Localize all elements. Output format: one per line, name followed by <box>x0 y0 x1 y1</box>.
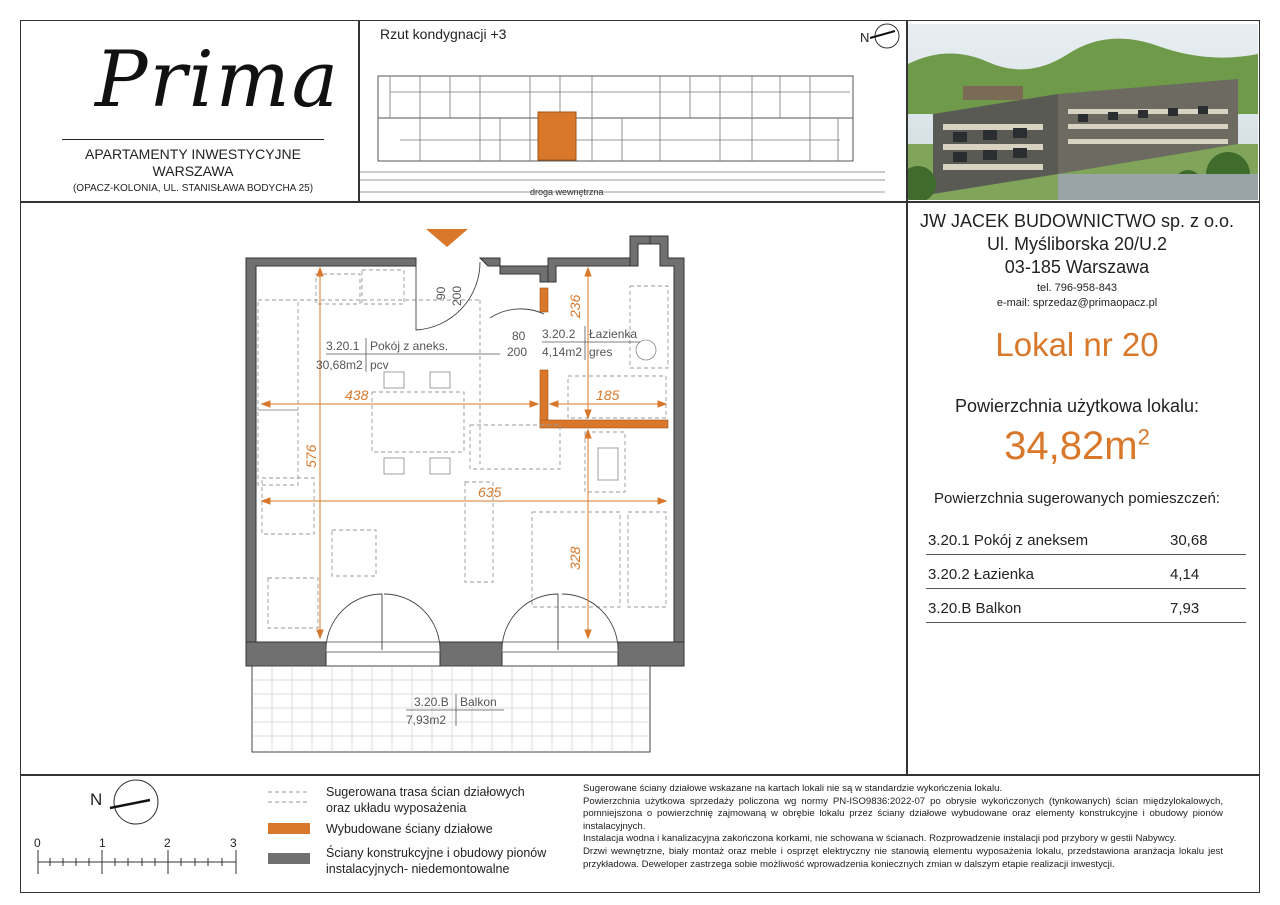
key-plan-unit-highlight <box>538 112 576 160</box>
legend-built-swatch <box>268 823 310 834</box>
doors <box>326 262 618 650</box>
room-row <box>926 521 1246 555</box>
scale-label-0: 0 <box>34 836 41 850</box>
scale-label-1: 1 <box>99 836 106 850</box>
room2-floor: gres <box>589 345 613 359</box>
note-line: Sugerowane ściany działowe wskazane na kartach lokali nie są w standardzie wykończenia lokalu. <box>583 783 1003 794</box>
area-value <box>910 424 1244 469</box>
rooms-label: Powierzchnia sugerowanych pomieszczeń: <box>934 490 1220 507</box>
legend-built: Wybudowane ściany działowe <box>326 822 493 836</box>
room-name: 3.20.2 Łazienka <box>928 566 1034 583</box>
building-render <box>908 24 1258 200</box>
balcony-outline <box>252 666 650 752</box>
legend-structural-line1: Ściany konstrukcyjne i obudowy pionów <box>326 846 547 860</box>
developer-name: JW JACEK BUDOWNICTWO sp. z o.o. <box>919 211 1235 231</box>
legend-structural-line2: instalacyjnych- niedemontowalne <box>326 862 510 876</box>
room-area: 7,93 <box>1170 600 1200 617</box>
logo: Prima <box>95 35 341 125</box>
balcony-name: Balkon <box>460 695 497 709</box>
door1-width: 90 <box>434 286 448 300</box>
footer-divider <box>20 774 1260 776</box>
legend-north-label: N <box>90 790 103 809</box>
area-value-unit-sup: 2 <box>1137 424 1150 450</box>
room-row <box>926 589 1246 623</box>
floor-plan <box>240 222 690 762</box>
legend-swatches <box>266 786 316 872</box>
room2-id: 3.20.2 <box>542 327 576 341</box>
north-arrow <box>110 800 150 808</box>
key-plan <box>360 22 906 202</box>
legend-graphics <box>30 778 270 886</box>
balcony-id: 3.20.B <box>414 695 449 709</box>
area-label: Powierzchnia użytkowa lokalu: <box>954 396 1200 416</box>
dim-label-185: 185 <box>596 387 620 403</box>
room-name: 3.20.1 Pokój z aneksem <box>928 532 1089 549</box>
legend-structural-swatch <box>268 853 310 864</box>
note-line: Instalacja wodna i kanalizacyjna zakończona korkami, nie schowana w ścianach. Rozprowadzenie instalacji pod przybory w gestii Nabywcy. <box>583 833 1177 845</box>
developer-street: Ul. Myśliborska 20/U.2 <box>986 234 1168 254</box>
key-plan-north: N <box>860 30 870 45</box>
developer-phone: tel. 796-958-843 <box>1036 282 1118 294</box>
legend-suggested-line1: Sugerowana trasa ścian działowych <box>326 785 525 799</box>
dim-label-635: 635 <box>478 484 502 500</box>
company-name <box>62 146 324 180</box>
developer-city: 03-185 Warszawa <box>1004 257 1150 277</box>
unit-title: Lokal nr 20 <box>995 326 1159 363</box>
door2-width: 80 <box>512 329 526 343</box>
key-plan-title: Rzut kondygnacji +3 <box>380 26 507 42</box>
company-address: (OPACZ-KOLONIA, UL. STANISŁAWA BODYCHA 25) <box>72 183 314 194</box>
room1-area: 30,68m2 <box>316 358 363 372</box>
room2-name: Łazienka <box>589 327 638 341</box>
room2-area: 4,14m2 <box>542 345 583 359</box>
room-name: 3.20.B Balkon <box>928 600 1022 617</box>
dim-label-236: 236 <box>567 294 583 318</box>
scale-label-3: 3 <box>230 836 237 850</box>
scale-label-2: 2 <box>164 836 171 850</box>
developer-email: e-mail: sprzedaz@primaopacz.pl <box>996 297 1158 309</box>
entrance-marker <box>426 229 468 247</box>
legend-suggested <box>326 784 525 816</box>
dim-label-576: 576 <box>303 444 319 468</box>
legend-suggested-line2: oraz układu wyposażenia <box>326 801 467 815</box>
scale-bar <box>38 850 236 874</box>
door1-height: 200 <box>450 285 464 306</box>
room-row <box>926 555 1246 589</box>
logo-underline <box>62 139 324 140</box>
developer-info <box>910 210 1244 311</box>
dim-label-438: 438 <box>345 387 369 403</box>
room1-name: Pokój z aneks. <box>370 339 449 353</box>
area-value-number: 34,82m <box>1004 424 1138 468</box>
chairs <box>384 340 656 480</box>
room1-id: 3.20.1 <box>326 339 360 353</box>
key-plan-road-label: droga wewnętrzna <box>530 187 604 197</box>
balcony-area: 7,93m2 <box>406 713 447 727</box>
note-line: Drzwi wewnętrzne, biały montaż oraz meble i osprzęt elektryczny nie stanowią elementu wyposażenia lokalu, przedstawiona aranżacja lokalu jest przykładowa. Deweloper zastrzega sobie możliwość wprowadzenia koniecznych zmian w dalszym etapie realizacji inwestycji. <box>583 845 1223 870</box>
dimension-lines <box>262 268 666 638</box>
room-area: 30,68 <box>1170 532 1208 549</box>
door2-height: 200 <box>507 345 528 359</box>
dim-label-328: 328 <box>567 546 583 570</box>
notes <box>583 783 1223 871</box>
room1-floor: pcv <box>370 358 389 372</box>
room-area: 4,14 <box>1170 566 1200 583</box>
company-line1: APARTAMENTY INWESTYCYJNE <box>85 146 301 162</box>
note-line: Powierzchnia użytkowa sprzedaży policzona wg normy PN-ISO9836:2022-07 po obrysie wykończonych (tynkowanych) ścian międzylokalowych, pomniejszona o powierzchnię zajmowaną w obrębie lokalu przez ściany działowe wybudowane oraz elementy konstrukcyjne i obudowy pionów instalacyjnych. <box>583 795 1223 832</box>
legend-structural <box>326 845 546 877</box>
company-line2: WARSZAWA <box>152 163 234 179</box>
